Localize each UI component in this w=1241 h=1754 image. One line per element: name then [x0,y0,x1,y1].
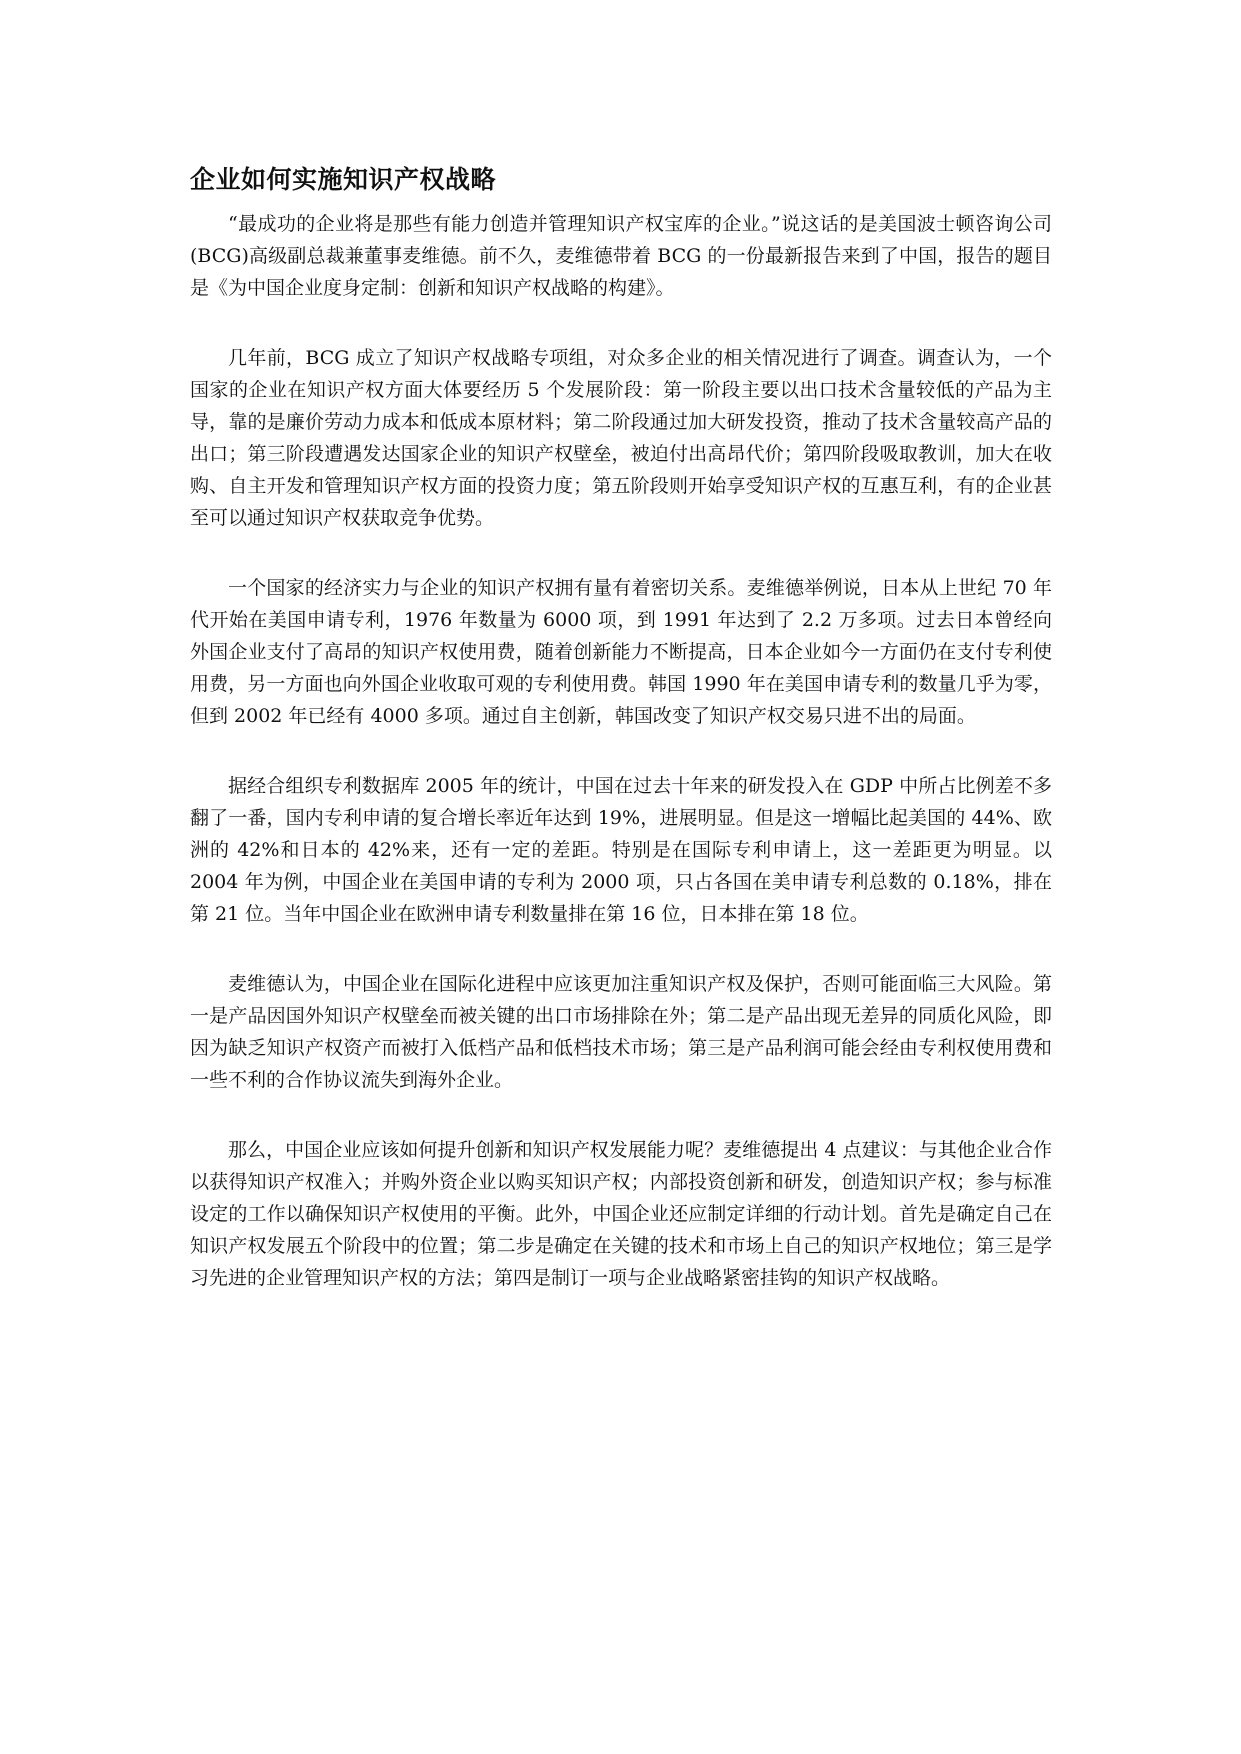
document-page [190,160,1052,1332]
paragraph-intro: “最成功的企业将是那些有能力创造并管理知识产权宝库的企业。”说这话的是美国波士顿咨询公司(BCG)高级副总裁兼董事麦维德。前不久，麦维德带着 BCG 的一份最新报告来到了中国，报告的题目是《为中国企业度身定制：创新和知识产权战略的构建》。 [190,213,1052,299]
paragraph-recommendations: 那么，中国企业应该如何提升创新和知识产权发展能力呢？麦维德提出 4 点建议：与其他企业合作以获得知识产权准入；并购外资企业以购买知识产权；内部投资创新和研发，创造知识产权；参与标准设定的工作以确保知识产权使用的平衡。此外，中国企业还应制定详细的行动计划。首先是确定自己在知识产权发展五个阶段中的位置；第二步是确定在关键的技术和市场上自己的知识产权地位；第三是学习先进的企业管理知识产权的方法；第四是制订一项与企业战略紧密挂钩的知识产权战略。 [190,1139,1052,1289]
document-title: 企业如何实施知识产权战略 [190,165,497,194]
paragraph-economic-strength: 一个国家的经济实力与企业的知识产权拥有量有着密切关系。麦维德举例说，日本从上世纪 70 年代开始在美国申请专利，1976 年数量为 6000 项，到 1991 年达到了 2.2 万多项。过去日本曾经向外国企业支付了高昂的知识产权使用费，随着创新能力不断提高，日本企业如今一方面仍在支付专利使用费，另一方面也向外国企业收取可观的专利使用费。韩国 1990 年在美国申请专利的数量几乎为零，但到 2002 年已经有 4000 多项。通过自主创新，韩国改变了知识产权交易只进不出的局面。 [190,577,1052,727]
paragraph-development-stages: 几年前，BCG 成立了知识产权战略专项组，对众多企业的相关情况进行了调查。调查认为，一个国家的企业在知识产权方面大体要经历 5 个发展阶段：第一阶段主要以出口技术含量较低的产品为主导，靠的是廉价劳动力成本和低成本原材料；第二阶段通过加大研发投资，推动了技术含量较高产品的出口；第三阶段遭遇发达国家企业的知识产权壁垒，被迫付出高昂代价；第四阶段吸取教训，加大在收购、自主开发和管理知识产权方面的投资力度；第五阶段则开始享受知识产权的互惠互利，有的企业甚至可以通过知识产权获取竞争优势。 [190,347,1052,529]
paragraph-risks: 麦维德认为，中国企业在国际化进程中应该更加注重知识产权及保护，否则可能面临三大风险。第一是产品因国外知识产权壁垒而被关键的出口市场排除在外；第二是产品出现无差异的同质化风险，即因为缺乏知识产权资产而被打入低档产品和低档技术市场；第三是产品利润可能会经由专利权使用费和一些不利的合作协议流失到海外企业。 [190,973,1052,1091]
paragraph-statistics: 据经合组织专利数据库 2005 年的统计，中国在过去十年来的研发投入在 GDP 中所占比例差不多翻了一番，国内专利申请的复合增长率近年达到 19%，进展明显。但是这一增幅比起美国的 44%、欧洲的 42%和日本的 42%来，还有一定的差距。特别是在国际专利申请上，这一差距更为明显。以 2004 年为例，中国企业在美国申请的专利为 2000 项，只占各国在美申请专利总数的 0.18%，排在第 21 位。当年中国企业在欧洲申请专利数量排在第 16 位，日本排在第 18 位。 [190,775,1052,925]
